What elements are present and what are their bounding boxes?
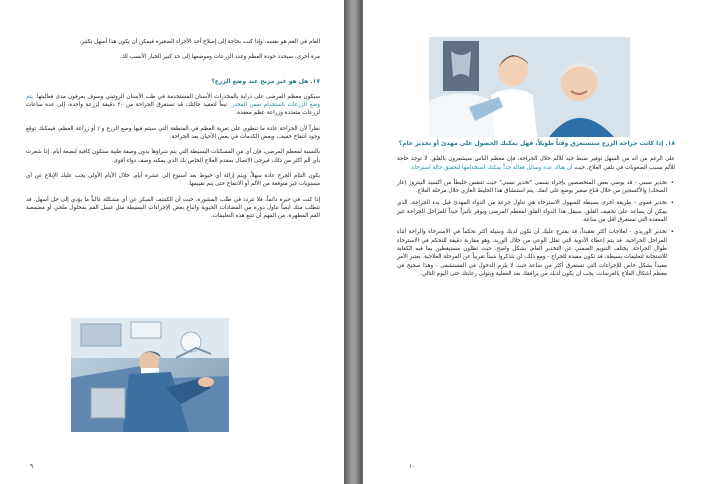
paragraph-relaxation <box>397 155 675 172</box>
paragraph-healing: يكون التئام الجرح عادة سهلاً، ويتم إزالة أي خيوط بعد أسبوع إلى عشرة أيام. خلال الأيام الأولى يجب عليك الإبلاغ عن أي مستويات غير متوقعة من الألم أو الانتفاخ حتى يتم تقييمها. <box>26 172 320 188</box>
left-page-text <box>26 38 320 227</box>
list-item-iv-sedation: • تخدير الوريدي - لعلاجات أكثر تعقيداً، قد يقترح عليك أن تكون لديك وسيلة أكثر تحكماً في الاسترخاء والراحة أثناء المراحل الجراحية. قد يتم إعطاء الأدوية التي تقلل الوعي من خلال الوريد، وهو مقاربة دقيقة للتحكم في الاسترخاء طوال الجراحة. يختلف التنويم الضمني عن التخدير العام، بشكل واضح، حيث تظلون مستيقظين بما فيه الكفاية للاستجابة لتعليمات بسيطة، قد تكون مفيدة للجراح - ومع ذلك، لن تتذكروا شيئاً تقريباً عن المرحلة العلاجية. يعتبر الأمر مفيداً بشكل خاص للإجراءات التي تستغرق أكثر من ساعة حيث لا يلزم الدخول في المستشفى - وهذا صحيح في معظم أشكال العلاج بالغرسات. يجب أن يكون لديك من يرافقك بعد العملية ويتولى رعايتك حتى اليوم التالي. <box>397 228 667 278</box>
dental-surgery-illustration <box>71 318 229 432</box>
dentist-xray-illustration <box>429 37 630 137</box>
highlighted-text: يتم وضع الزرعات باستخدام نفس المخدر. <box>26 93 321 109</box>
highlighted-text: أن هناك عدة وسائل فعالة جداً يمكنك استخدامها لتحقيق حالة استرخاء. <box>410 164 573 171</box>
section-heading-17: ١٧. هل هو غير مريح عند وضع الزرع؟ <box>211 77 320 85</box>
paragraph-swelling: نظراً لأن الجراحة عادة ما تنطوي على تعرية العظم في المنطقة التي سيتم فيها وضع الزرع و / أو زراعة العظم، فيمكنك توقع وجود انتفاخ خفيف، وبعض الكدمات في بعض الأحيان بعد الجراحة. <box>26 125 320 141</box>
right-page-text <box>397 140 675 282</box>
sedation-options-list <box>397 179 675 278</box>
page-number-right: ١٠ <box>409 463 416 470</box>
section-heading-18: ١٨. إذا كانت جراحة الزرع ستستغرق وقتاً طويلاً، فهل يمكنك الحصول على مهدئ أو تخدير عام؟ <box>398 140 675 147</box>
list-item-relative-analgesia: • تخدير نسبي - قد يوصي بعض المتخصصين بإجراء بسمى "تخدير نسبي" حيث تتنفس خليطاً من أكسيد النيتروز (غاز الضحك) والأكسجين من خلال قناع صغير يوضع على أنفك. يتم استنشاق هذا الخليط الغازي خلال مرحلة العلاج. <box>397 179 667 196</box>
right-page <box>362 0 707 484</box>
paragraph-relaxation-start: على الرغم من أنه من السهل توفير ضبط جيد للألم خلال الجراحة، فإن معظم الناس سيشعرون بالقلق. لا توجد حاجة للألم بسبب الصعوبات في تلقي العلاج، حيث <box>397 156 675 171</box>
page-number-left: ٩ <box>30 463 34 470</box>
paragraph-anesthetic-start: سيكون معظم المرضى على دراية بالمخدرات الأسنان المستخدمة في طب الأسنان الروتيني وسوف يعرفون مدى فعاليتها. <box>35 93 321 100</box>
dentist-patient-photo <box>429 37 630 137</box>
book-gutter <box>344 0 362 484</box>
paragraph-anesthetic-end: تبعاً لتعقيد حالتك، قد تستغرق الجراحة من ٣٠ دقيقة لزرعة واحدة، إلى عدة ساعات لزرعات متعددة وزراعة عظم معقدة. <box>26 102 320 117</box>
intro-paragraph-2: مرة أخرى، سيحدد جودة العظم وعدد الزرعات وموضعها إلى حد كبير الخيار الأنسب لك. <box>119 54 320 61</box>
left-page <box>0 0 345 484</box>
intro-paragraph: العام في الفم هو نفسه، وإذا كنت بحاجة إلى إصلاح أحد الأجزاء الصغيرة فيمكن أن يكون هذا أسهل بكثير. <box>79 39 320 45</box>
paragraph-anesthetic <box>26 93 320 118</box>
paragraph-painkillers: بالنسبة لمعظم المرضى، فإن أي من المسكنات البسيطة التي يتم شراؤها بدون وصفة طبية ستكون كافية لبضعة أيام. إذا شعرت بأي ألم أكثر من ذلك، فيرجى الاتصال بمقدم العلاج الخاص بك الذي يمكنه وصف دواء أقوى. <box>26 149 320 164</box>
dental-surgery-photo <box>71 318 229 432</box>
list-item-oral-sedation: • تخدير فموي - طريقة أخرى بسيطة للسهول الاسترخاء هي تناول جرعة من الدواء المهدئ قبل بدء الجراحة، الذي يمكن أن يساعد على تخفيف القلق. سيقل هذا الدواء القلق لمعظم المرضى ويوفر تأثيراً حيداً للمراحل الجراحة غير المعقدة التي تستغرق أقل من ساعة. <box>397 199 667 224</box>
paragraph-advice: إذا كنت في حيرة دائماً، فلا تتردد في طلب المشورة، حيث أن الكشف المبكر عن أي مشكلة غالباً ما يؤدي إلى حل أسهل. قد تتطلب منك أيضاً تناول دورة من المضادات الحيوية واتباع بعض الإجراءات البسيطة مثل غسل الفم بمحلول ملحي أو مضمضة الفم المطهرة. من المهم أن تتبع هذه التعليمات. <box>26 196 320 220</box>
